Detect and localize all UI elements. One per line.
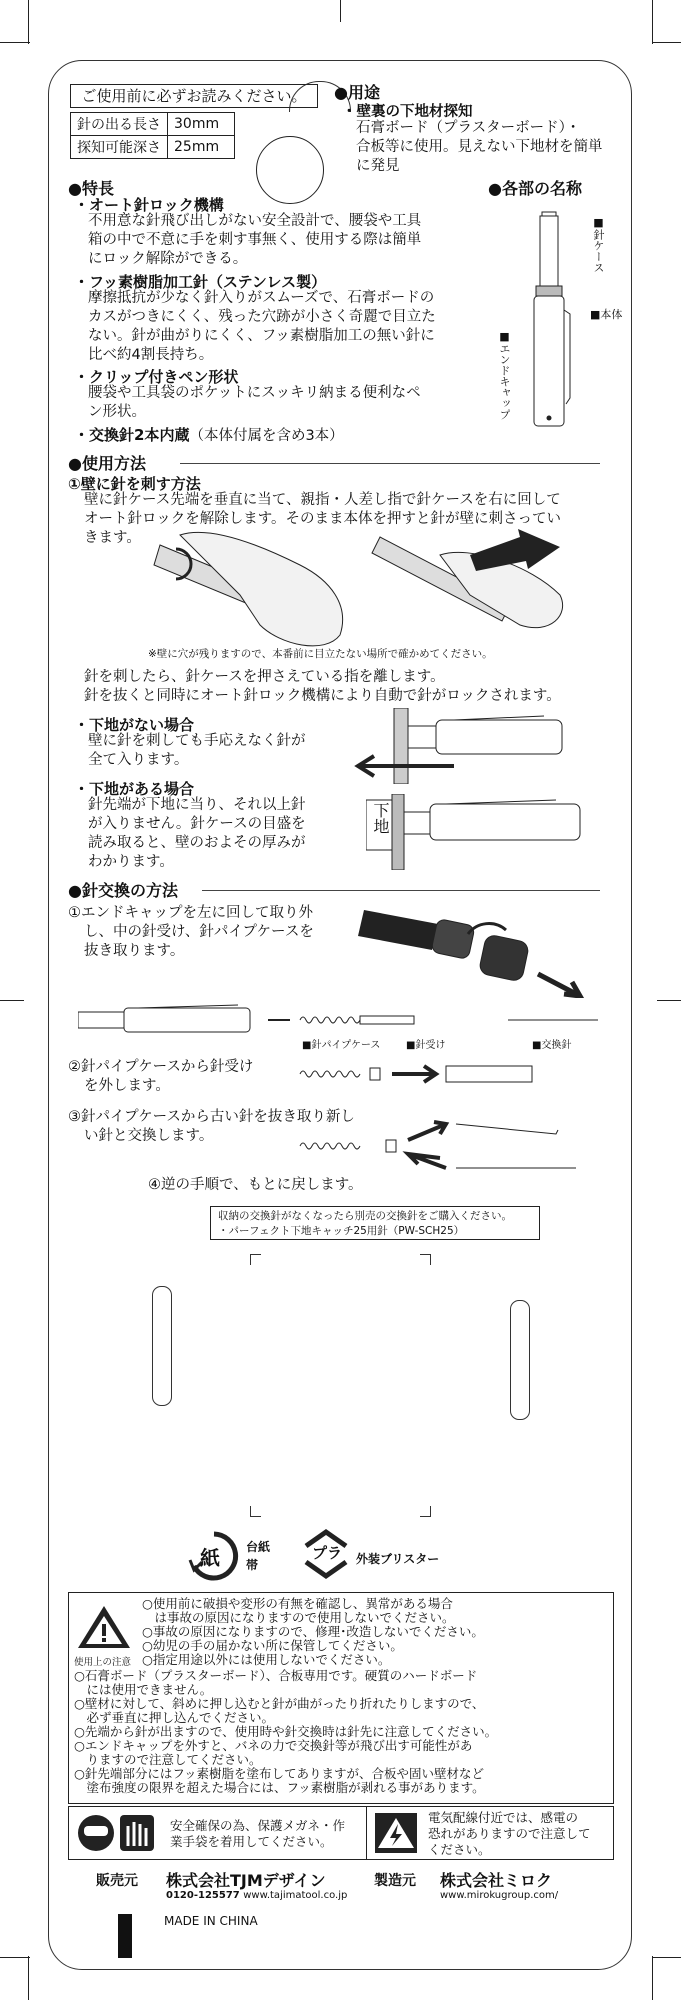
purchase-text: ・パーフェクト下地キャッチ25用針（PW-SCH25） (218, 1225, 465, 1237)
seller-label: 販売元 (96, 1873, 138, 1889)
purchase-text: 収納の交換針がなくなったら別売の交換針をご購入ください。 (218, 1210, 512, 1222)
feature-note: （本体付属を含め3本） (189, 428, 344, 444)
seller-phone: 0120-125577 (166, 1890, 240, 1901)
crop-mark (340, 0, 341, 22)
crop-mark (0, 1000, 24, 1001)
feature-spare-needles (74, 424, 344, 446)
crop-mark (28, 1956, 29, 2000)
goggles-gloves-icon (76, 1812, 156, 1854)
warning-line: は事故の原因になりますので使用しないでください。 (142, 1610, 455, 1625)
maker-name: 株式会社ミロク (440, 1871, 553, 1890)
safety-text: 業手袋を着用してください。 (170, 1834, 333, 1849)
warning-triangle-icon (76, 1602, 132, 1652)
blister-corner (250, 1254, 261, 1265)
blister-corner (250, 1506, 261, 1517)
crop-mark (652, 0, 653, 44)
endcap-removal-illustration (358, 898, 598, 998)
replace-step3: ③針パイプケースから古い針を抜き取り新し (68, 1109, 355, 1125)
parts-heading: ●各部の名称 (488, 179, 582, 198)
price-sticker-circle (256, 136, 324, 204)
nobase-text: 全て入ります。 (88, 752, 189, 768)
read-notice: ご使用前に必ずお読みください。 (70, 84, 318, 108)
replace-heading: ●針交換の方法 (68, 881, 178, 900)
usage-text: 合板等に使用。見えない下地材を簡単 (356, 139, 603, 155)
spec-row (71, 113, 235, 136)
feature-title: ・フッ素樹脂加工針（ステンレス製） (74, 273, 327, 291)
feature-text: 不用意な針飛び出しがない安全設計で、腰袋や工具 (88, 213, 422, 229)
blister-corner (420, 1254, 431, 1265)
base-text: 読み取ると、壁のおよその厚みが (88, 835, 306, 851)
crop-mark (652, 42, 681, 43)
warning-line: ○事故の原因になりますので、修理･改造しないでください。 (142, 1624, 484, 1639)
crop-mark (0, 1957, 30, 1958)
safety-divider (366, 1806, 367, 1860)
plastic-mark-text: プラ (312, 1544, 343, 1562)
needle-exchange-illustration (296, 1110, 586, 1176)
howto-text: 針を抜くと同時にオート針ロック機構により自動で針がロックされます。 (84, 688, 561, 704)
replace-step1: ①エンドキャップを左に回して取り外 (68, 905, 313, 921)
slot-left (152, 1286, 172, 1406)
replace-step2: を外します。 (84, 1078, 170, 1094)
maker-url: www.mirokugroup.com/ (440, 1890, 559, 1901)
origin: MADE IN CHINA (164, 1914, 258, 1928)
electric-text: 電気配線付近では、感電の (428, 1810, 579, 1825)
spec-label: 針の出る長さ (71, 113, 168, 136)
part-label-body: ■本体 (590, 308, 623, 321)
electric-hazard-icon (374, 1812, 418, 1854)
howto-text: オート針ロックを解除します。そのまま本体を押すと針が壁に刺さってい (84, 511, 562, 527)
label-spare-needle: ■交換針 (532, 1040, 572, 1051)
insert-illustration (150, 525, 590, 660)
nobase-text: 壁に針を刺しても手応えなく針が (88, 733, 306, 749)
spec-row (71, 136, 235, 159)
paper-label: 帯 (246, 1558, 259, 1572)
base-text: が入りません。針ケースの目盛を (88, 816, 306, 832)
warning-line: には使用できません。 (74, 1682, 213, 1697)
warning-line: ○針先端部分にはフッ素樹脂を塗布してありますが、合板や固い壁材など (74, 1766, 485, 1781)
feature-text: 摩擦抵抗が少なく針入りがスムーズで、石膏ボードの (88, 290, 435, 306)
replace-step4: ④逆の手順で、もとに戻します。 (148, 1177, 363, 1193)
replace-step2: ②針パイプケースから針受け (68, 1059, 254, 1075)
spec-value: 30mm (168, 113, 235, 136)
slot-right (510, 1300, 530, 1420)
feature-text: 比べ約4割長持ち。 (88, 347, 214, 363)
usage-heading: ●用途 (334, 83, 380, 102)
nobase-title: ・下地がない場合 (74, 716, 195, 734)
base-text: わかります。 (88, 854, 174, 870)
howto-text: 針を刺したら、針ケースを押さえている指を離します。 (84, 669, 445, 685)
crop-mark (0, 42, 30, 43)
label-needle-holder: ■針受け (406, 1040, 446, 1051)
label-pipe-case: ■針パイプケース (302, 1040, 381, 1051)
warning-label: 使用上の注意 (74, 1657, 132, 1668)
maker-label: 製造元 (374, 1873, 416, 1889)
usage-item: ・壁裏の下地材探知 (342, 104, 473, 120)
blister-corner (420, 1506, 431, 1517)
spec-value: 25mm (168, 136, 235, 159)
seller-url: www.tajimatool.co.jp (243, 1890, 348, 1901)
howto-text: きます。 (84, 530, 141, 546)
replace-step3: い針と交換します。 (84, 1128, 214, 1144)
electric-text: ください。 (428, 1842, 491, 1857)
warning-line: ○エンドキャップを外すと、バネの力で交換針等が飛び出す可能性があ (74, 1738, 473, 1753)
feature-title: ・クリップ付きペン形状 (74, 368, 239, 386)
spec-table (70, 112, 235, 159)
howto-text: 壁に針ケース先端を垂直に当て、親指・人差し指で針ケースを右に回して (84, 492, 561, 508)
feature-text: ン形状。 (88, 404, 146, 420)
part-label-endcap: ■エンドキャップ (498, 330, 511, 420)
section-rule (180, 463, 600, 464)
product-diagram-icon (520, 198, 600, 448)
holder-removal-illustration (296, 1060, 586, 1090)
feature-text: カスがつきにくく、残った穴跡が小さく奇麗で目立た (88, 309, 436, 325)
warning-line: 塗布強度の限界を超えた場合には、フッ素樹脂が剥れる事があります。 (74, 1780, 485, 1795)
seller-contact (166, 1890, 347, 1901)
usage-text: に発見 (356, 158, 400, 174)
howto-caption: ※壁に穴が残りますので、本番前に目立たない場所で確かめてください。 (148, 648, 493, 660)
paper-label: 台紙 (246, 1540, 271, 1554)
warning-line: ○幼児の手の届かない所に保管してください。 (142, 1638, 403, 1653)
warning-line: ○先端から針が出ますので、使用時や針交換時は針先に注意してください。 (74, 1724, 498, 1739)
warning-line: ○指定用途以外には使用しないでください。 (142, 1652, 391, 1667)
base-label: 下地 (371, 802, 390, 834)
feature-text: ない。針が曲がりにくく、フッ素樹脂加工の無い針に (88, 328, 435, 344)
replace-step1: 抜き取ります。 (84, 943, 185, 959)
features-heading: ●特長 (68, 179, 114, 198)
nobase-illustration (354, 708, 614, 784)
crop-mark (652, 1957, 681, 1958)
base-text: 針先端が下地に当り、それ以上針 (88, 797, 306, 813)
seller-name: 株式会社TJMデザイン (166, 1871, 326, 1890)
warning-line: りますので注意してください。 (74, 1752, 262, 1767)
warning-line: 必ず垂直に押し込んでください。 (74, 1710, 275, 1725)
warning-line: ○使用前に破損や変形の有無を確認し、異常がある場合 (142, 1596, 453, 1611)
spec-label: 探知可能深さ (71, 136, 168, 159)
crop-mark (652, 1956, 653, 2000)
safety-text: 安全確保の為、保護メガネ・作 (170, 1818, 346, 1833)
feature-title: ・オート針ロック機構 (74, 196, 224, 214)
replace-step1: し、中の針受け、針パイプケースを (84, 924, 314, 940)
section-rule (202, 890, 600, 891)
barcode-marker (118, 1914, 132, 1958)
paper-mark-text: 紙 (200, 1546, 220, 1570)
howto-heading: ●使用方法 (68, 454, 146, 473)
feature-text: 箱の中で不意に手を刺す事無く、使用する際は簡単 (88, 232, 422, 248)
warning-line: ○壁材に対して、斜めに押し込むと針が曲がったり折れたりしますので、 (74, 1696, 485, 1711)
howto-step1-title: ①壁に針を刺す方法 (68, 475, 201, 493)
base-illustration (366, 794, 616, 870)
usage-text: 石膏ボード（プラスターボード）・ (356, 120, 581, 136)
crop-mark (657, 1000, 681, 1001)
part-label-case: ■針ケース (592, 216, 605, 273)
feature-title: ・交換針2本内蔵 (74, 426, 190, 444)
electric-text: 恐れがありますので注意して (428, 1826, 591, 1841)
feature-text: 腰袋や工具袋のポケットにスッキリ納まる便利なペ (88, 385, 421, 401)
crop-mark (28, 0, 29, 44)
plastic-label: 外装ブリスター (356, 1552, 440, 1566)
warning-line: ○石膏ボード（プラスターボード）、合板専用です。硬質のハードボード (74, 1668, 478, 1683)
base-title: ・下地がある場合 (74, 780, 195, 798)
feature-text: にロック解除ができる。 (88, 251, 248, 267)
